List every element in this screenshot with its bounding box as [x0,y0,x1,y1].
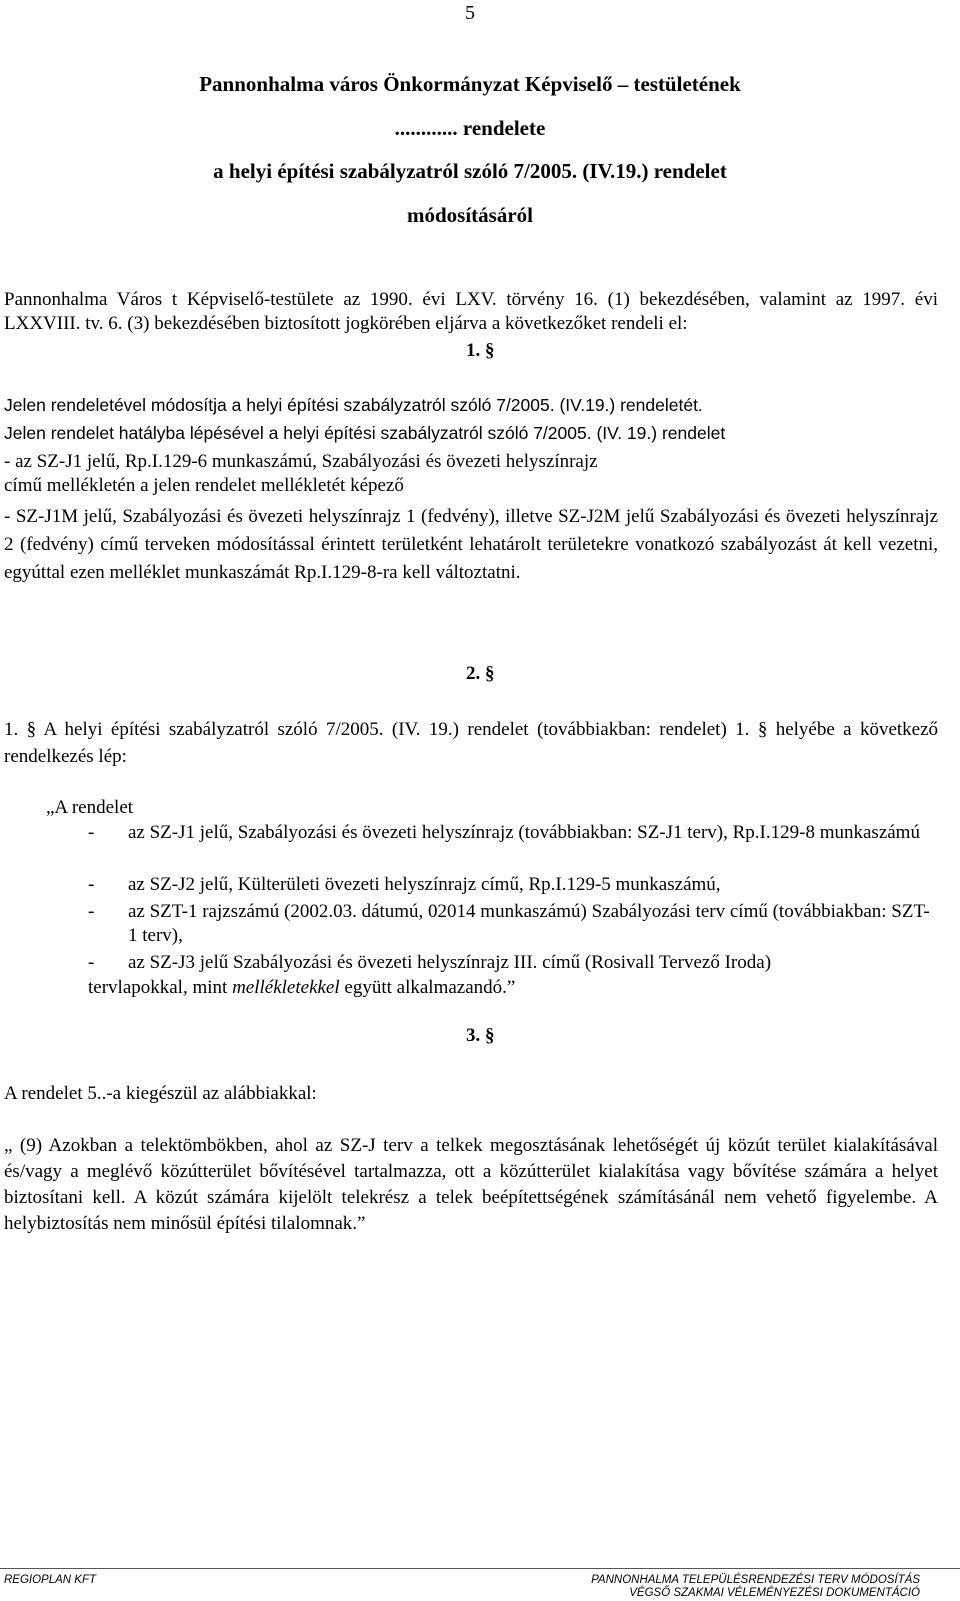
footer-right-line-2: VÉGSŐ SZAKMAI VÉLEMÉNYEZÉSI DOKUMENTÁCIÓ [629,1587,920,1599]
title-line-2: ............ rendelete [394,116,546,140]
footer-right-line-1: PANNONHALMA TELEPÜLÉSRENDEZÉSI TERV MÓDOSÍTÁS [591,1574,920,1586]
section-1-item-1-cont: című mellékletén a jelen rendelet mellékletét képező [4,475,404,496]
section-2-intro: 1. § A helyi építési szabályzatról szóló 7/2005. (IV. 19.) rendelet (továbbiakban: rendelet) 1. § helyébe a következő rendelkezés lép: [4,719,939,767]
section-1-heading: 1. § [466,340,495,361]
section-2-heading: 2. § [466,663,495,684]
section-3-heading: 3. § [466,1025,495,1046]
section-3-quote: „ (9) Azokban a telektömbökben, ahol az SZ-J terv a telkek megosztásának lehetőségét új közút terület kialakításával és/vagy a meglévő közútterület bővítésével tartalmazza, ott a közútterület kialakítása vagy bővítése számára a helyet biztosítani kell. A közút számára kijelölt telekrész a telek beépítettségének számításánál nem vehető figyelembe. A helybiztosítás nem minősül építési tilalomnak.” [4,1135,938,1234]
list-item: - az SZ-J2 jelű, Külterületi övezeti helyszínrajz című, Rp.I.129-5 munkaszámú, [88,874,721,895]
section-1-para-1: Jelen rendeletével módosítja a helyi építési szabályzatról szóló 7/2005. (IV.19.) rendeletét. [4,395,703,415]
section-1-item-2: - SZ-J1M jelű, Szabályozási és övezeti helyszínrajz 1 (fedvény), illetve SZ-J2M jelű Szabályozási és övezeti helyszínrajz 2 (fedvény) című terveken módosítással érintett területként lehatárolt területekre vonatkozó szabályozást át kell vezetni, egyúttal ezen melléklet munkaszámát Rp.I.129-8-ra kell változtatni. [4,506,938,583]
list-item: - az SZ-J3 jelű Szabályozási és övezeti helyszínrajz III. című (Rosivall Tervező Iroda) [88,952,772,973]
section-1-para-2: Jelen rendelet hatályba lépésével a helyi építési szabályzatról szóló 7/2005. (IV. 19.) rendelet [4,423,726,443]
section-1-item-1: - az SZ-J1 jelű, Rp.I.129-6 munkaszámú, Szabályozási és övezeti helyszínrajz [4,451,598,472]
section-3-intro: A rendelet 5..-a kiegészül az alábbiakkal: [4,1083,317,1104]
footer-divider [0,1568,960,1569]
list-item: - az SZT-1 rajzszámú (2002.03. dátumú, 02014 munkaszámú) Szabályozási terv című (továbbiakban: SZT-1 terv), [88,901,930,946]
list-item: - az SZ-J1 jelű, Szabályozási és övezeti helyszínrajz (továbbiakban: SZ-J1 terv), Rp.I.129-8 munkaszámú [88,822,920,843]
section-2-closing: tervlapokkal, mint mellékletekkel együtt alkalmazandó.” [88,977,516,998]
preamble: Pannonhalma Város t Képviselő-testülete az 1990. évi LXV. törvény 16. (1) bekezdésében, valamint az 1997. évi LXXVIII. tv. 6. (3) bekezdésében biztosított jogkörében eljárva a következőket rendeli el: [4,289,938,334]
title-line-3: a helyi építési szabályzatról szóló 7/2005. (IV.19.) rendelet [213,159,727,183]
quote-open: „A rendelet [46,797,134,818]
title-line-4: módosításáról [407,203,533,227]
page-number: 5 [465,2,475,24]
footer-left: REGIOPLAN KFT [4,1574,97,1586]
title-line-1: Pannonhalma város Önkormányzat Képviselő – testületének [199,72,741,96]
